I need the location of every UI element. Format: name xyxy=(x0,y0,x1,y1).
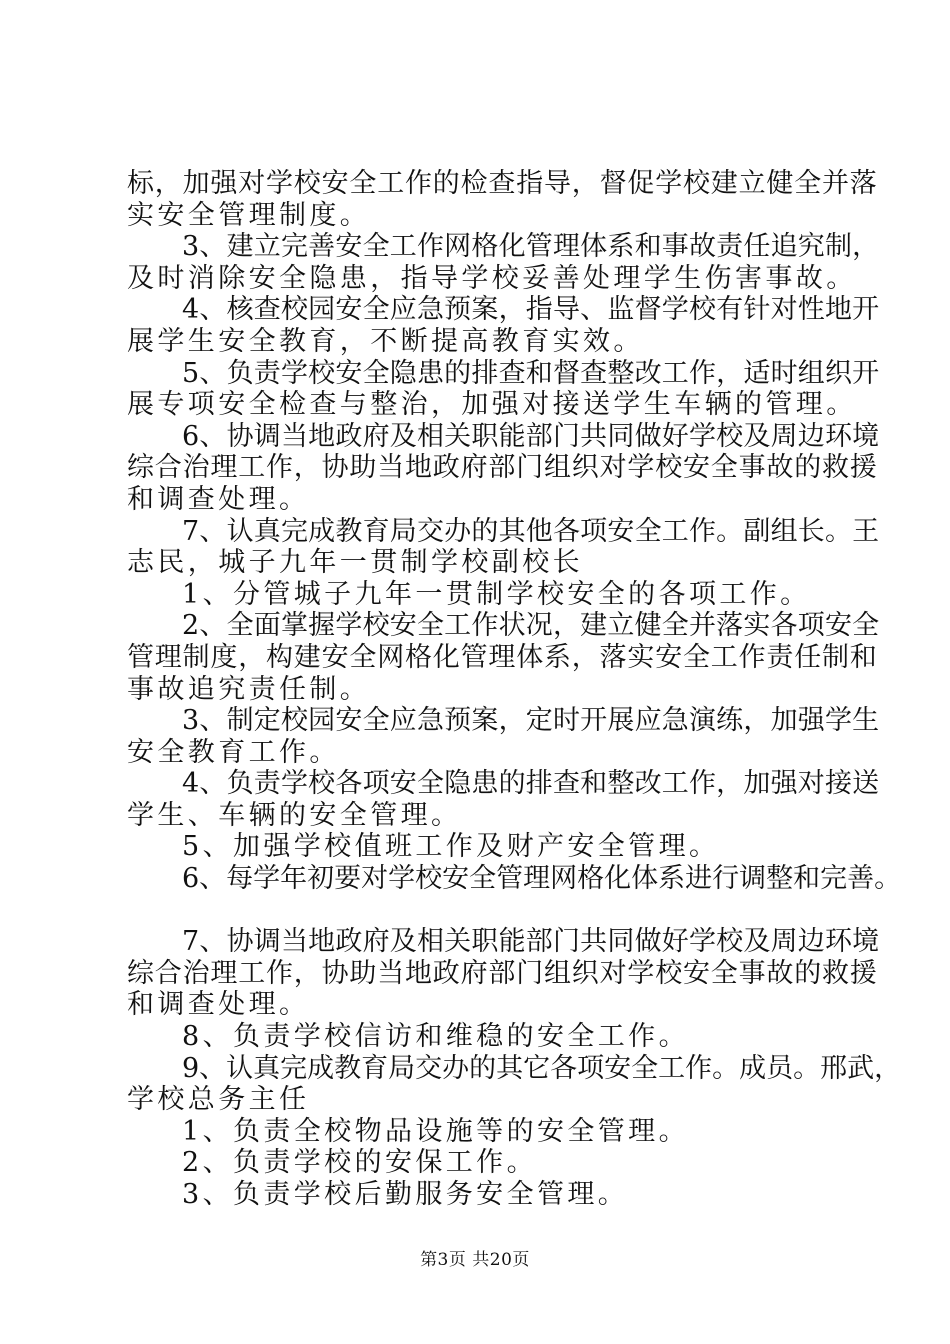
paragraph-start-line: 3、制定校园安全应急预案，定时开展应急演练，加强学生 xyxy=(182,705,880,737)
text-line: 和调查处理。 xyxy=(127,483,310,515)
paragraph-start-line: 2、全面掌握学校安全工作状况，建立健全并落实各项安全 xyxy=(182,610,880,642)
paragraph-start-line: 5、加强学校值班工作及财产安全管理。 xyxy=(182,831,720,863)
text-line: 学生、车辆的安全管理。 xyxy=(127,799,462,831)
text-line: 综合治理工作，协助当地政府部门组织对学校安全事故的救援 xyxy=(127,452,878,484)
document-body xyxy=(127,168,902,1211)
text-line: 展学生安全教育，不断提高教育实效。 xyxy=(127,325,644,357)
paragraph-start-line: 1、分管城子九年一贯制学校安全的各项工作。 xyxy=(182,578,811,610)
paragraph-start-line: 4、负责学校各项安全隐患的排查和整改工作，加强对接送 xyxy=(182,768,880,800)
text-line: 综合治理工作，协助当地政府部门组织对学校安全事故的救援 xyxy=(127,957,878,989)
text-line: 学校总务主任 xyxy=(127,1084,310,1116)
paragraph-start-line: 1、负责全校物品设施等的安全管理。 xyxy=(182,1115,689,1147)
paragraph-start-line: 8、负责学校信访和维稳的安全工作。 xyxy=(182,1021,689,1053)
text-line: 志民，城子九年一贯制学校副校长 xyxy=(127,547,583,579)
text-line: 标，加强对学校安全工作的检查指导，督促学校建立健全并落 xyxy=(127,168,878,199)
paragraph-start-line: 7、协调当地政府及相关职能部门共同做好学校及周边环境 xyxy=(182,926,880,958)
text-line: 展专项安全检查与整治，加强对接送学生车辆的管理。 xyxy=(127,389,857,421)
paragraph-start-line: 3、建立完善安全工作网格化管理体系和事故责任追究制， xyxy=(182,231,880,263)
text-line: 管理制度，构建安全网格化管理体系，落实安全工作责任制和 xyxy=(127,641,878,673)
paragraph-start-line: 6、协调当地政府及相关职能部门共同做好学校及周边环境 xyxy=(182,420,880,452)
paragraph-start-line: 6、每学年初要对学校安全管理网格化体系进行调整和完善。 xyxy=(182,863,902,895)
paragraph-start-line: 2、负责学校的安保工作。 xyxy=(182,1147,537,1179)
blank-line xyxy=(127,895,842,927)
paragraph-start-line: 3、负责学校后勤服务安全管理。 xyxy=(182,1179,629,1210)
text-line: 和调查处理。 xyxy=(127,989,310,1021)
page-footer: 第3页 共20页 xyxy=(420,1250,530,1270)
text-line: 事故追究责任制。 xyxy=(127,673,371,705)
text-line: 实安全管理制度。 xyxy=(127,199,371,231)
text-line: 安全教育工作。 xyxy=(127,736,340,768)
text-line: 及时消除安全隐患，指导学校妥善处理学生伤害事故。 xyxy=(127,262,857,294)
paragraph-start-line: 5、负责学校安全隐患的排查和督查整改工作，适时组织开 xyxy=(182,357,880,389)
paragraph-start-line: 7、认真完成教育局交办的其他各项安全工作。副组长。王 xyxy=(182,515,880,547)
paragraph-start-line: 4、核查校园安全应急预案，指导、监督学校有针对性地开 xyxy=(182,294,880,326)
paragraph-start-line: 9、认真完成教育局交办的其它各项安全工作。成员。邢武， xyxy=(182,1052,902,1084)
